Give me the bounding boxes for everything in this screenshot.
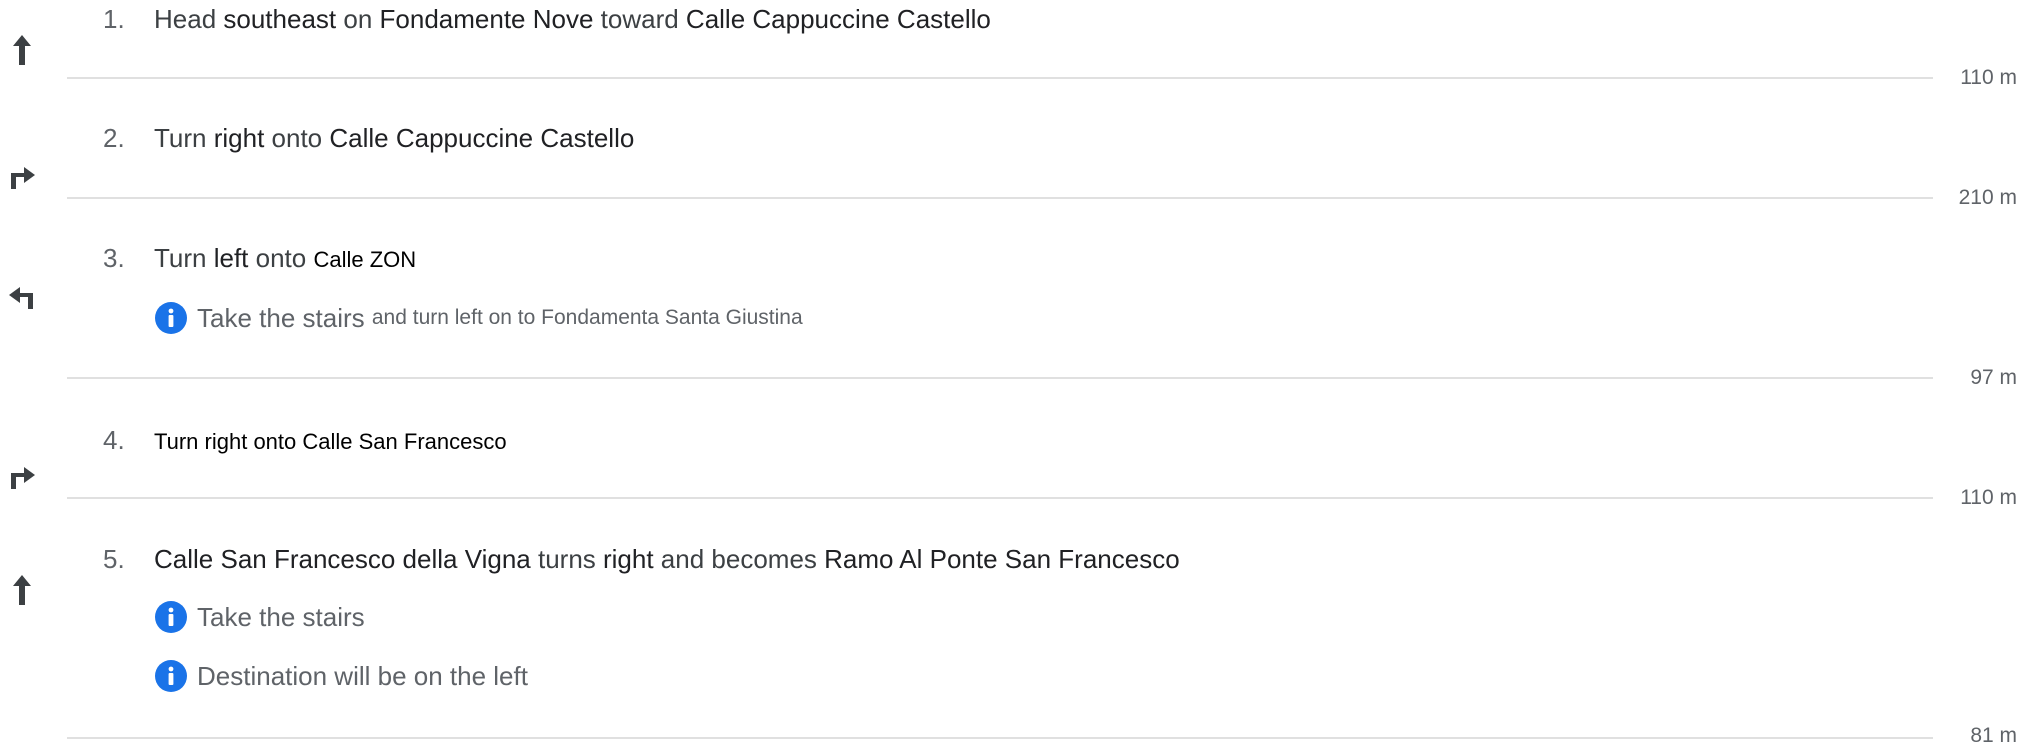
step-text: 5. Calle San Francesco della Vigna turns right and becomes Ramo Al Ponte San Francesco bbox=[103, 544, 1180, 574]
note-text: Take the stairs bbox=[197, 602, 365, 632]
straight-arrow-icon bbox=[4, 32, 40, 68]
divider bbox=[67, 497, 1933, 499]
step-distance: 81 m bbox=[1970, 724, 2017, 747]
step-note bbox=[155, 302, 803, 334]
step-note bbox=[155, 601, 365, 633]
step-number: 3. bbox=[103, 243, 125, 273]
info-icon bbox=[155, 601, 187, 633]
divider bbox=[67, 77, 1933, 79]
street-name: Ramo Al Ponte San Francesco bbox=[824, 544, 1180, 574]
turn-left-arrow-icon bbox=[4, 277, 40, 313]
note-text: Take the stairs bbox=[197, 303, 365, 333]
straight-arrow-icon bbox=[4, 572, 40, 608]
step-number: 1. bbox=[103, 4, 125, 34]
step-text bbox=[103, 425, 507, 457]
divider bbox=[67, 377, 1933, 379]
step-text: 3. Turn left onto Calle ZON bbox=[103, 243, 417, 273]
step-note bbox=[155, 660, 528, 692]
street-name: Calle Cappuccine Castello bbox=[329, 123, 635, 153]
street-name: Calle San Francesco della Vigna bbox=[154, 544, 531, 574]
street-name: Calle ZON bbox=[313, 247, 417, 272]
step-text: 1. Head southeast on Fondamente Nove toward Calle Cappuccine Castello bbox=[103, 4, 991, 34]
divider bbox=[67, 737, 1933, 739]
direction-word: southeast bbox=[223, 4, 337, 34]
street-name: Calle Cappuccine Castello bbox=[685, 4, 991, 34]
direction-word: left bbox=[213, 243, 249, 273]
info-icon bbox=[155, 660, 187, 692]
direction-word: right bbox=[213, 123, 265, 153]
info-icon bbox=[155, 302, 187, 334]
step-distance: 210 m bbox=[1958, 186, 2017, 209]
step-distance: 110 m bbox=[1960, 486, 2017, 509]
note-text-extra: and turn left on to Fondamenta Santa Giustina bbox=[371, 306, 803, 329]
note-text: Destination will be on the left bbox=[197, 661, 528, 691]
step-distance: 97 m bbox=[1970, 366, 2017, 389]
step-instruction: Turn right onto Calle San Francesco bbox=[154, 429, 507, 454]
turn-right-arrow-icon bbox=[4, 157, 40, 193]
step-text: 2. Turn right onto Calle Cappuccine Castello bbox=[103, 123, 635, 153]
street-name: Fondamente Nove bbox=[379, 4, 594, 34]
step-number: 5. bbox=[103, 544, 125, 574]
step-number: 4. bbox=[103, 425, 125, 455]
direction-word: right bbox=[603, 544, 654, 574]
step-number: 2. bbox=[103, 123, 125, 153]
step-distance: 110 m bbox=[1960, 66, 2017, 89]
turn-right-arrow-icon bbox=[4, 457, 40, 493]
divider bbox=[67, 197, 1933, 199]
